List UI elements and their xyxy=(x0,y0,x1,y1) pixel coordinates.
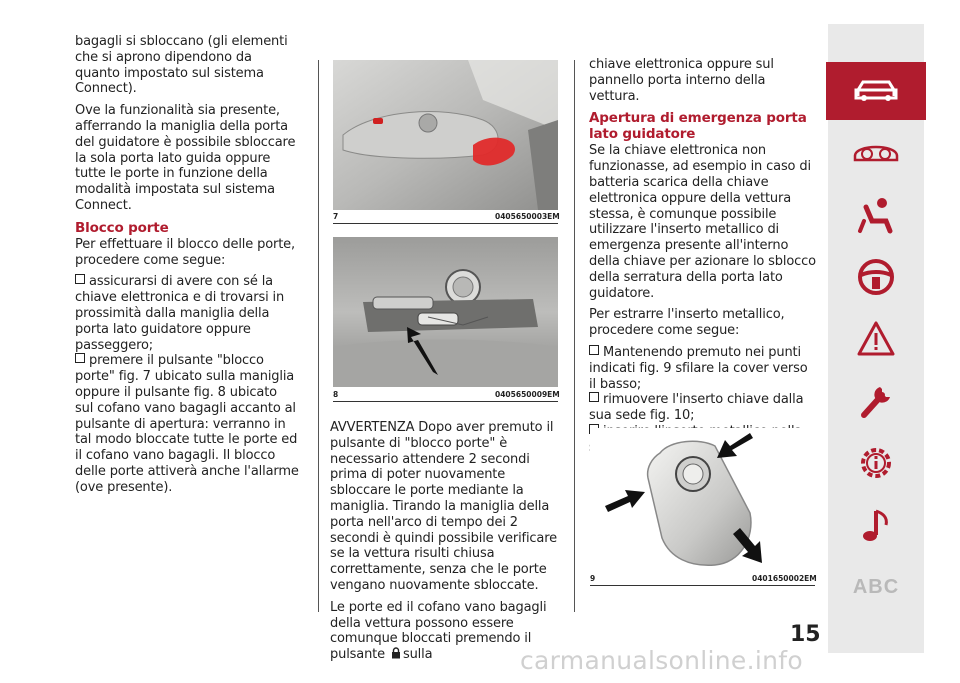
chapter-tab-maintenance[interactable] xyxy=(828,372,924,430)
page-number: 15 xyxy=(790,622,821,647)
checkbox-bullet-icon xyxy=(75,274,85,284)
paragraph: Per effettuare il blocco delle porte, procedere come segue: xyxy=(75,236,295,268)
figure-code: 0401650002EM xyxy=(752,574,817,583)
figure-8-trunk-button xyxy=(333,237,558,387)
chapter-sidebar xyxy=(828,24,924,653)
warning-triangle-icon xyxy=(856,320,896,358)
bullet-item xyxy=(75,353,299,495)
section-heading-blocco-porte: Blocco porte xyxy=(75,219,169,236)
wrench-icon xyxy=(856,381,896,421)
section-heading-apertura-emergenza: Apertura di emergenza porta lato guidatore xyxy=(589,110,807,143)
figure-code: 0405650009EM xyxy=(495,390,560,399)
bullet-text: rimuovere l'inserto chiave dalla sua sede fig. 10; xyxy=(589,392,804,424)
key-fob-image xyxy=(590,428,815,570)
music-note-icon xyxy=(858,505,894,545)
figure-caption-rule xyxy=(590,585,815,586)
warning-paragraph: AVVERTENZA Dopo aver premuto il pulsante di "blocco porte" è necessario attendere 2 secondi prima di poter nuovamente sbloccare le porte mediante la maniglia. Tirando la maniglia della porta nell'arco di tempo dei 2 secondi è quindi possibile verificare se la vettura risulti chiusa correttamente, senza che le porte vengano nuovamente sbloccate. xyxy=(330,420,558,593)
chapter-tab-driving[interactable] xyxy=(828,248,924,306)
text-column-1 xyxy=(75,34,299,496)
steering-wheel-icon xyxy=(856,257,896,297)
chapter-tab-index[interactable] xyxy=(828,558,924,616)
chapter-tab-vehicle[interactable] xyxy=(826,62,926,120)
checkbox-bullet-icon xyxy=(75,353,85,363)
figure-number: 8 xyxy=(333,390,339,399)
chapter-tab-technical-data[interactable] xyxy=(828,434,924,492)
abc-index-icon: ABC xyxy=(852,575,900,598)
bullet-text: Mantenendo premuto nei punti indicati fig. 9 sfilare la cover verso il basso; xyxy=(589,344,808,392)
paragraph: Per estrarre l'inserto metallico, procedere come segue: xyxy=(589,307,785,339)
text-column-2 xyxy=(330,420,562,669)
info-gear-icon xyxy=(855,442,897,484)
column-divider xyxy=(574,60,575,612)
paragraph: Se la chiave elettronica non funzionasse, ad esempio in caso di batteria scarica della chiave elettronica oppure della vettura stessa, è comunque possibile utilizzare l'inserto metallico di emergenza presente all'interno della chiave per azionare lo sblocco della serratura della porta lato guidatore. xyxy=(589,143,816,301)
chapter-tab-emergency[interactable] xyxy=(828,310,924,368)
chapter-tab-safety[interactable] xyxy=(828,186,924,244)
checkbox-bullet-icon xyxy=(589,345,599,355)
chapter-tab-dashboard[interactable] xyxy=(828,124,924,182)
door-handle-image xyxy=(333,60,558,210)
column-divider xyxy=(318,60,319,612)
figure-7-door-handle xyxy=(333,60,558,210)
bullet-text: premere il pulsante "blocco porte" fig. 7 ubicato sulla maniglia oppure il pulsante fig. 8 ubicato sul cofano vano bagagli accanto al pulsante di apertura: verranno in tal modo bloccate tutte le porte ed il cofano vano bagagli. Il blocco delle porte attiverà anche l'allarme (ove presente). xyxy=(75,353,299,495)
trunk-button-image xyxy=(333,237,558,387)
bullet-item xyxy=(75,274,299,353)
figure-9-key-fob xyxy=(590,428,815,570)
dashboard-icon xyxy=(851,138,901,168)
paragraph: Ove la funzionalità sia presente, afferrando la maniglia della porta del guidatore è possibile sbloccare la sola porta lato guida oppure tutte le porte in funzione della modalità impostata sul sistema Connect. xyxy=(75,103,296,213)
chapter-tab-multimedia[interactable] xyxy=(828,496,924,554)
figure-number: 9 xyxy=(590,574,596,583)
bullet-item xyxy=(589,392,817,424)
car-icon xyxy=(852,76,900,106)
checkbox-bullet-icon xyxy=(589,392,599,402)
paragraph-text: Le porte ed il cofano vano bagagli della vettura possono essere comunque bloccati premendo il pulsante xyxy=(330,599,547,663)
figure-caption-rule xyxy=(333,223,558,224)
figure-code: 0405650003EM xyxy=(495,212,560,221)
bullet-text: assicurarsi di avere con sé la chiave elettronica e di trovarsi in prossimità dalla maniglia della porta lato guidatore oppure passeggero; xyxy=(75,274,285,353)
bullet-item xyxy=(589,345,817,392)
figure-number: 7 xyxy=(333,212,339,221)
figure-caption-rule xyxy=(333,401,558,402)
paragraph: chiave elettronica oppure sul pannello porta interno della vettura. xyxy=(589,57,774,104)
lock-icon xyxy=(391,647,401,659)
paragraph: bagagli si sbloccano (gli elementi che si aprono dipendono da quanto impostato sul sistema Connect). xyxy=(75,34,288,97)
text-column-3 xyxy=(589,57,817,487)
watermark: carmanualsonline.info xyxy=(520,646,803,675)
airbag-seat-icon xyxy=(856,195,896,235)
paragraph-text-end: sulla xyxy=(402,647,433,663)
